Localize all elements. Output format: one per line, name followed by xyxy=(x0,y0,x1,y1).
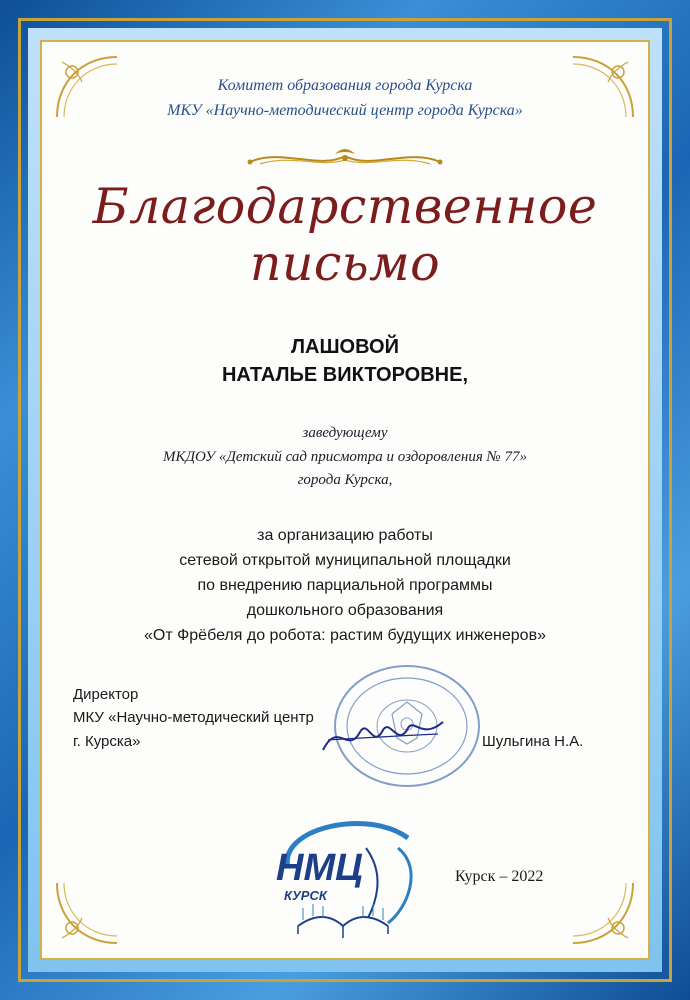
reason-line: «От Фрёбеля до робота: растим будущих инженеров» xyxy=(144,627,546,644)
svg-text:НМЦ: НМЦ xyxy=(276,847,363,889)
reason-line: за организацию работы xyxy=(257,527,433,544)
certificate-title: Благодарственное письмо xyxy=(92,178,598,292)
recipient-position: заведующему xyxy=(302,425,388,441)
svg-text:КУРСК: КУРСК xyxy=(284,888,327,903)
nmc-logo xyxy=(248,808,438,958)
recipient-surname: ЛАШОВОЙ xyxy=(290,336,399,358)
reason-line: сетевой открытой муниципальной площадки xyxy=(179,552,511,569)
reason-line: по внедрению парциальной программы xyxy=(197,577,493,594)
reason-line: дошкольного образования xyxy=(246,602,444,619)
corner-ornament-icon xyxy=(568,878,638,948)
divider-ornament-icon xyxy=(240,144,450,172)
recipient-city: города Курска, xyxy=(297,472,393,488)
recipient-name: НАТАЛЬЕ ВИКТОРОВНЕ, xyxy=(221,364,469,386)
signature xyxy=(318,710,448,760)
header-organization: МКУ «Научно-методический центр города Курска» xyxy=(167,102,523,119)
director-organization: МКУ «Научно-методический центр xyxy=(73,709,314,726)
header-committee: Комитет образования города Курска xyxy=(217,77,473,94)
signer-name: Шульгина Н.А. xyxy=(482,733,584,750)
director-organization-city: г. Курска» xyxy=(73,733,141,750)
director-title: Директор xyxy=(73,686,139,703)
city-year: Курск – 2022 xyxy=(455,868,544,885)
corner-ornament-icon xyxy=(52,878,122,948)
recipient-institution: МКДОУ «Детский сад присмотра и оздоровления № 77» xyxy=(163,449,527,465)
